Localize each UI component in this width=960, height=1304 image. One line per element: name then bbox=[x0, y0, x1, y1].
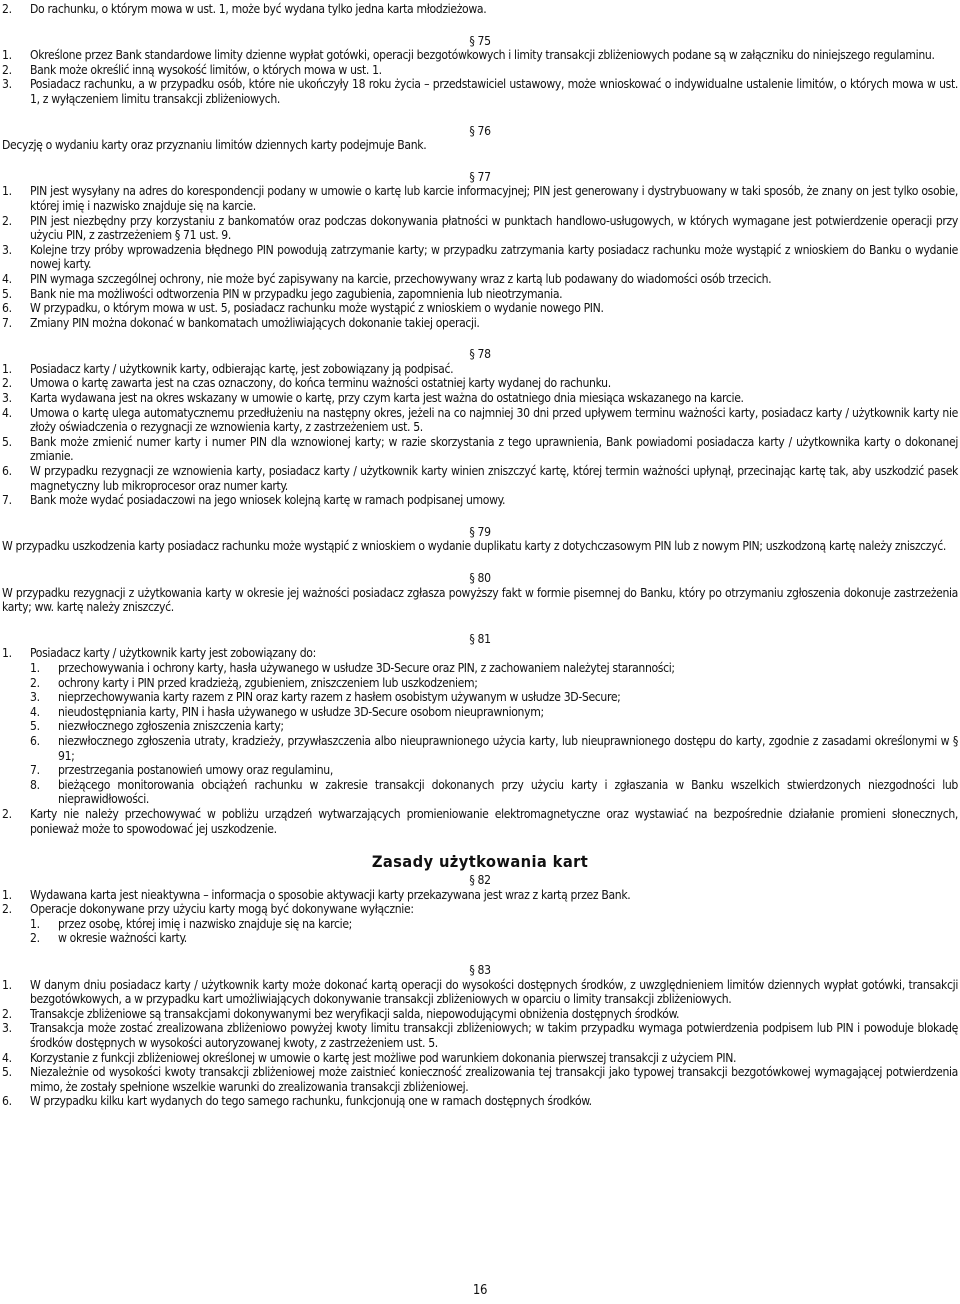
section-83-list bbox=[2, 978, 958, 1109]
section-75-title: § 75 bbox=[469, 33, 491, 48]
list-item: 3. Karta wydawana jest na okres wskazany w umowie o kartę, przy czym karta jest ważna do ostatniego dnia miesiąca wskazanego na karcie. bbox=[2, 391, 744, 406]
list-item: 4. Umowa o kartę ulega automatycznemu przedłużeniu na następny okres, jeżeli na co najmniej 30 dni przed upływem terminu ważności karty, posiadacz karty / użytkownik karty nie złoży oświadczenia o rezygnacji ze wznowienia karty, z zastrzeżeniem ust. 5. bbox=[2, 405, 958, 435]
chapter-heading: Zasady użytkowania kart bbox=[371, 852, 589, 872]
list-item bbox=[2, 2, 958, 17]
section-83-title: § 83 bbox=[469, 963, 491, 978]
list-item: 3. Kolejne trzy próby wprowadzenia błędnego PIN powodują zatrzymanie karty; w przypadku zatrzymania karty posiadacz rachunku może wystąpić z wnioskiem do Banku o wydanie nowej karty. bbox=[2, 242, 958, 272]
list-item: 6. W przypadku rezygnacji ze wznowienia karty, posiadacz karty / użytkownik karty winien zniszczyć kartę, której termin ważności upłynął, przecinając kartę tak, aby uszkodzić pasek magnetyczny lub mikroprocesor oraz numer karty. bbox=[2, 464, 958, 493]
list-item: 2. Operacje dokonywane przy użyciu karty mogą być dokonywane wyłącznie: bbox=[2, 902, 414, 917]
section-77-title: § 77 bbox=[469, 169, 491, 184]
list-item: 1. PIN jest wysyłany na adres do korespondencji podany w umowie o kartę lub karcie informacyjnej; PIN jest generowany i dystrybuowany w taki sposób, że znany on jest tylko osobie, której imię i nazwisko znajduje się na karcie. bbox=[2, 184, 958, 213]
sub-list-item: 1. przechowywania i ochrony karty, hasła używanego w usłudze 3D-Secure oraz PIN, z zachowaniem należytej staranności; bbox=[30, 660, 675, 675]
list-item: 6. W przypadku, o którym mowa w ust. 5, posiadacz rachunku może wystąpić z wnioskiem o wydanie nowego PIN. bbox=[2, 301, 604, 316]
sub-list-item: 8. bieżącego monitorowania obciążeń rachunku w zakresie transakcji dokonanych przy użyciu karty i zgłaszania w Banku wszelkich stwierdzonych niezgodności lub nieprawidłowości. bbox=[30, 777, 958, 807]
list-item: 1. Posiadacz karty / użytkownik karty jest zobowiązany do: bbox=[2, 646, 316, 661]
list-item: 6. W przypadku kilku kart wydanych do tego samego rachunku, funkcjonują one w ramach dostępnych środków. bbox=[2, 1094, 592, 1109]
section-79-text: W przypadku uszkodzenia karty posiadacz rachunku może wystąpić z wnioskiem o wydanie duplikatu karty z dotychczasowym PIN lub z nowym PIN; uszkodzoną kartę należy zniszczyć. bbox=[2, 539, 946, 554]
list-item: 7. Zmiany PIN można dokonać w bankomatach umożliwiających dokonanie takiej operacji. bbox=[2, 315, 480, 330]
sub-list-item: 2. ochrony karty i PIN przed kradzieżą, zgubieniem, zniszczeniem lub uszkodzeniem; bbox=[30, 675, 478, 690]
list-item: 1. W danym dniu posiadacz karty / użytkownik karty może dokonać kartą operacji do wysokości dostępnych środków, z uwzględnieniem limitów dziennych wypłat gotówki, transakcji bezgotówkowych, a w przypadku kart umożliwiających dokonywanie transakcji zbliżeniowych w oparciu o limity transakcji zbliżeniowych. bbox=[2, 977, 958, 1007]
sub-list-item: 7. przestrzegania postanowień umowy oraz regulaminu, bbox=[30, 763, 333, 778]
item-text: Do rachunku, o którym mowa w ust. 1, może być wydana tylko jedna karta młodzieżowa. bbox=[30, 2, 487, 16]
section-75-list bbox=[2, 48, 958, 106]
section-76-title: § 76 bbox=[469, 123, 491, 138]
section-79-title: § 79 bbox=[469, 524, 491, 539]
section-80-text: W przypadku rezygnacji z użytkowania karty w okresie jej ważności posiadacz zgłasza powyższy fakt w formie pisemnej do Banku, który po otrzymaniu zgłoszenia dokonuje zastrzeżenia karty; ww. kartę należy zniszczyć. bbox=[2, 585, 958, 615]
list-item: 1. Posiadacz karty / użytkownik karty, odbierając kartę, jest zobowiązany ją podpisać. bbox=[2, 361, 454, 376]
sub-list-item: 6. niezwłocznego zgłoszenia utraty, kradzieży, przywłaszczenia albo nieuprawnionego użycia karty, lub nieuprawnionego dostępu do karty, zgodnie z zasadami określonymi w § 91; bbox=[30, 733, 958, 763]
list-item: 2. Umowa o kartę zawarta jest na czas oznaczony, do końca terminu ważności ostatniej karty wydanej do rachunku. bbox=[2, 376, 611, 391]
list-item: 3. Posiadacz rachunku, a w przypadku osób, które nie ukończyły 18 roku życia – przedstawiciel ustawowy, może wnioskować o indywidualne ustalenie limitów, o których mowa w ust. 1, z wyłączeniem limitu transakcji zbliżeniowych. bbox=[2, 77, 958, 106]
list-item: 5. Niezależnie od wysokości kwoty transakcji zbliżeniowej może zaistnieć konieczność zrealizowania tej transakcji jako typowej transakcji bezgotówkowej wymagającej potwierdzenia mimo, że zostały spełnione wszelkie warunki do zrealizowania transakcji zbliżeniowej. bbox=[2, 1065, 958, 1094]
list-item: 1. Wydawana karta jest nieaktywna – informacja o sposobie aktywacji karty przekazywana jest wraz z kartą przez Bank. bbox=[2, 887, 631, 902]
sub-list-item: 1. przez osobę, której imię i nazwisko znajduje się na karcie; bbox=[30, 916, 352, 931]
section-81-sublist bbox=[2, 661, 958, 807]
list-item: 2. PIN jest niezbędny przy korzystaniu z bankomatów oraz podczas dokonywania płatności w punktach handlowo-usługowych, w których wymagane jest potwierdzenie operacji przy użyciu PIN, z zastrzeżeniem § 71 ust. 9. bbox=[2, 213, 958, 243]
sub-list-item: 5. niezwłocznego zgłoszenia zniszczenia karty; bbox=[30, 719, 284, 734]
list-item: 2. Bank może określić inną wysokość limitów, o których mowa w ust. 1. bbox=[2, 62, 382, 77]
section-77-list bbox=[2, 184, 958, 330]
list-item: 4. Korzystanie z funkcji zbliżeniowej określonej w umowie o kartę jest możliwe pod warunkiem dokonania pierwszej transakcji z użyciem PIN. bbox=[2, 1050, 737, 1065]
list-item: 3. Transakcja może zostać zrealizowana zbliżeniowo powyżej kwoty limitu transakcji zbliżeniowych; w takim przypadku wymaga potwierdzenia podpisem lub PIN i powoduje blokadę środków dostępnych w wysokości autoryzowanej kwoty, z zastrzeżeniem ust. 5. bbox=[2, 1021, 958, 1051]
list-item: 2. Karty nie należy przechowywać w pobliżu urządzeń wytwarzających promieniowanie elektromagnetyczne oraz wystawiać na bezpośrednie działanie promieni słonecznych, ponieważ może to spowodować jej uszkodzenie. bbox=[2, 806, 958, 836]
section-78-list bbox=[2, 362, 958, 508]
sub-list-item: 2. w okresie ważności karty. bbox=[30, 931, 187, 946]
section-81-list bbox=[2, 646, 958, 836]
list-item: 7. Bank może wydać posiadaczowi na jego wniosek kolejną kartę w ramach podpisanej umowy. bbox=[2, 493, 506, 508]
page-number: 16 bbox=[472, 1283, 488, 1298]
list-item: 2. Transakcje zbliżeniowe są transakcjami dokonywanymi bez weryfikacji salda, niepowodującymi obniżenia dostępnych środków. bbox=[2, 1006, 680, 1021]
list-item: 5. Bank nie ma możliwości odtworzenia PIN w przypadku jego zagubienia, zapomnienia lub nieotrzymania. bbox=[2, 286, 563, 301]
sub-list-item: 4. nieudostępniania karty, PIN i hasła używanego w usłudze 3D-Secure osobom nieuprawnionym; bbox=[30, 704, 544, 719]
list-item: 1. Określone przez Bank standardowe limity dzienne wypłat gotówki, operacji bezgotówkowych i limity transakcji zbliżeniowych podane są w załączniku do niniejszego regulaminu. bbox=[2, 48, 935, 63]
section-80-title: § 80 bbox=[469, 571, 491, 585]
section-81-title: § 81 bbox=[469, 631, 491, 646]
sub-list-item: 3. nieprzechowywania karty razem z PIN oraz karty razem z hasłem osobistym używanym w usłudze 3D-Secure; bbox=[30, 690, 621, 705]
item-number: 2. bbox=[2, 2, 12, 16]
list-item: 4. PIN wymaga szczególnej ochrony, nie może być zapisywany na karcie, przechowywany wraz z kartą lub podawany do wiadomości osób trzecich. bbox=[2, 271, 772, 286]
section-82-sublist bbox=[2, 917, 958, 946]
list-item: 5. Bank może zmienić numer karty i numer PIN dla wznowionej karty; w razie skorzystania z tego uprawnienia, Bank powiadomi posiadacza karty / użytkownika karty o dokonanej zmianie. bbox=[2, 434, 958, 464]
section-78-title: § 78 bbox=[469, 347, 491, 362]
section-76-text: Decyzję o wydaniu karty oraz przyznaniu limitów dziennych karty podejmuje Bank. bbox=[2, 138, 427, 153]
section-82-list bbox=[2, 888, 958, 946]
section-82-title: § 82 bbox=[469, 873, 491, 888]
